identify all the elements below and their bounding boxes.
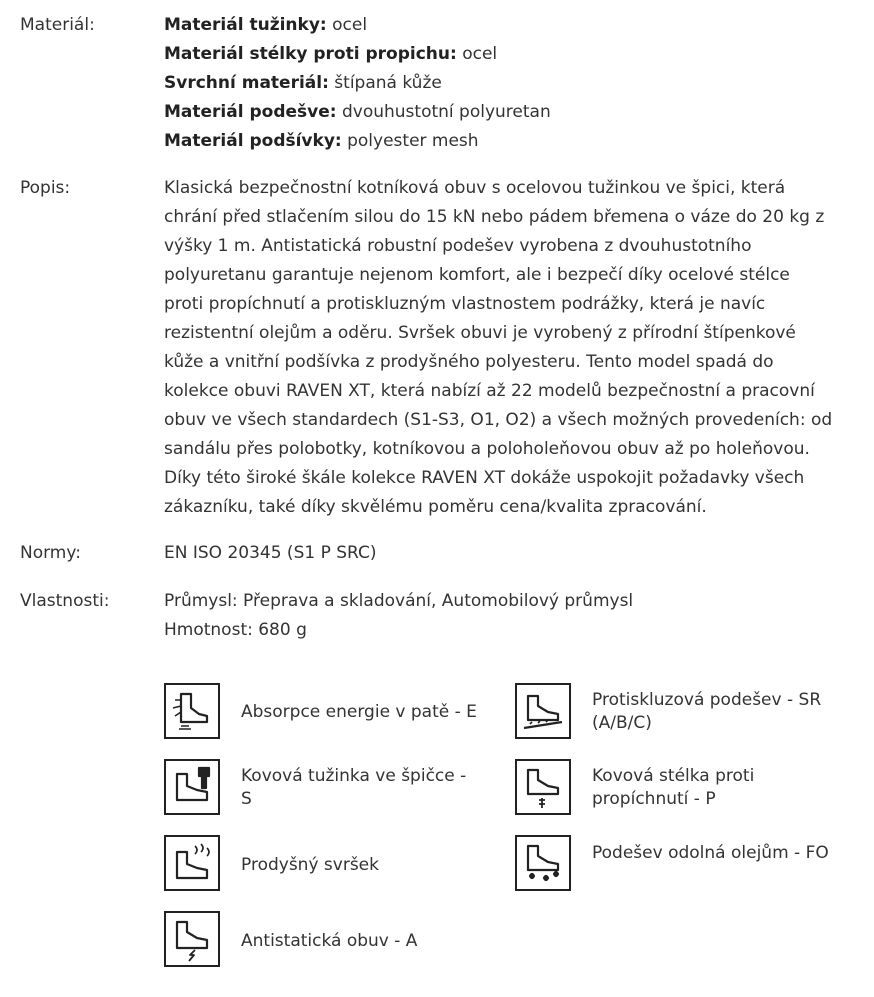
feature-text: Prodyšný svršek	[241, 855, 379, 875]
breathable-upper-icon	[164, 835, 220, 891]
popis-line: Klasická bezpečnostní kotníková obuv s ocelovou tužinkou ve špici, která	[164, 178, 786, 198]
material-label: Materiál:	[20, 15, 95, 35]
popis-line: polyuretanu garantuje nejenom komfort, ale i bezpečí díky ocelové stélce	[164, 265, 790, 285]
normy-label: Normy:	[20, 543, 81, 563]
popis-line: obuv ve všech standardech (S1-S3, O1, O2) a všech možných provedeních: od	[164, 410, 833, 430]
feature-text: Kovová stélka proti propíchnutí - P	[592, 766, 755, 809]
feature-text: Antistatická obuv - A	[241, 931, 418, 951]
oil-resistant-sole-icon	[515, 835, 571, 891]
feature-text: Podešev odolná olejům - FO	[592, 843, 829, 863]
popis-text	[164, 174, 844, 522]
antistatic-icon	[164, 911, 220, 967]
material-item: Materiál tužinky: ocel	[164, 15, 368, 35]
vlastnosti-label: Vlastnosti:	[20, 591, 110, 611]
popis-line: chrání před stlačením silou do 15 kN nebo pádem břemena o váze do 20 kg z	[164, 207, 825, 227]
feature-text: Absorpce energie v patě - E	[241, 702, 477, 722]
feature-text: Kovová tužinka ve špičce - S	[241, 766, 467, 809]
material-item: Materiál podšívky: polyester mesh	[164, 131, 479, 151]
vlastnosti-line: Hmotnost: 680 g	[164, 620, 307, 640]
anti-slip-sole-icon	[515, 683, 571, 739]
material-list	[164, 11, 844, 156]
popis-line: kolekce obuvi RAVEN XT, která nabízí až 22 modelů bezpečnostní a pracovní	[164, 381, 815, 401]
popis-line: výšky 1 m. Antistatická robustní podešev vyrobena z dvouhustotního	[164, 236, 752, 256]
material-item: Materiál stélky proti propichu: ocel	[164, 44, 498, 64]
popis-line: proti propíchnutí a protiskluzným vlastnostem podrážky, která je navíc	[164, 294, 766, 314]
normy-value: EN ISO 20345 (S1 P SRC)	[164, 543, 377, 563]
popis-line: rezistentní olejům a oděru. Svršek obuvi je vyrobený z přírodní štípenkové	[164, 323, 796, 343]
popis-line: sandálu přes polobotky, kotníkovou a poloholeňovou obuv až po holeňovou.	[164, 439, 810, 459]
feature-text: Protiskluzová podešev - SR (A/B/C)	[592, 690, 822, 733]
material-item: Materiál podešve: dvouhustotní polyuretan	[164, 102, 551, 122]
vlastnosti-list	[164, 587, 844, 645]
popis-line: Díky této široké škále kolekce RAVEN XT dokáže uspokojit požadavky všech	[164, 468, 805, 488]
popis-line: kůže a vnitřní podšívka z prodyšného polyesteru. Tento model spadá do	[164, 352, 774, 372]
vlastnosti-line: Průmysl: Přeprava a skladování, Automobilový průmysl	[164, 591, 634, 611]
material-item: Svrchní materiál: štípaná kůže	[164, 73, 442, 93]
steel-toecap-icon	[164, 759, 220, 815]
heel-energy-absorption-icon	[164, 683, 220, 739]
steel-midsole-icon	[515, 759, 571, 815]
popis-label: Popis:	[20, 178, 71, 198]
popis-line: zákazníku, také díky skvělému poměru cena/kvalita zpracování.	[164, 497, 707, 517]
